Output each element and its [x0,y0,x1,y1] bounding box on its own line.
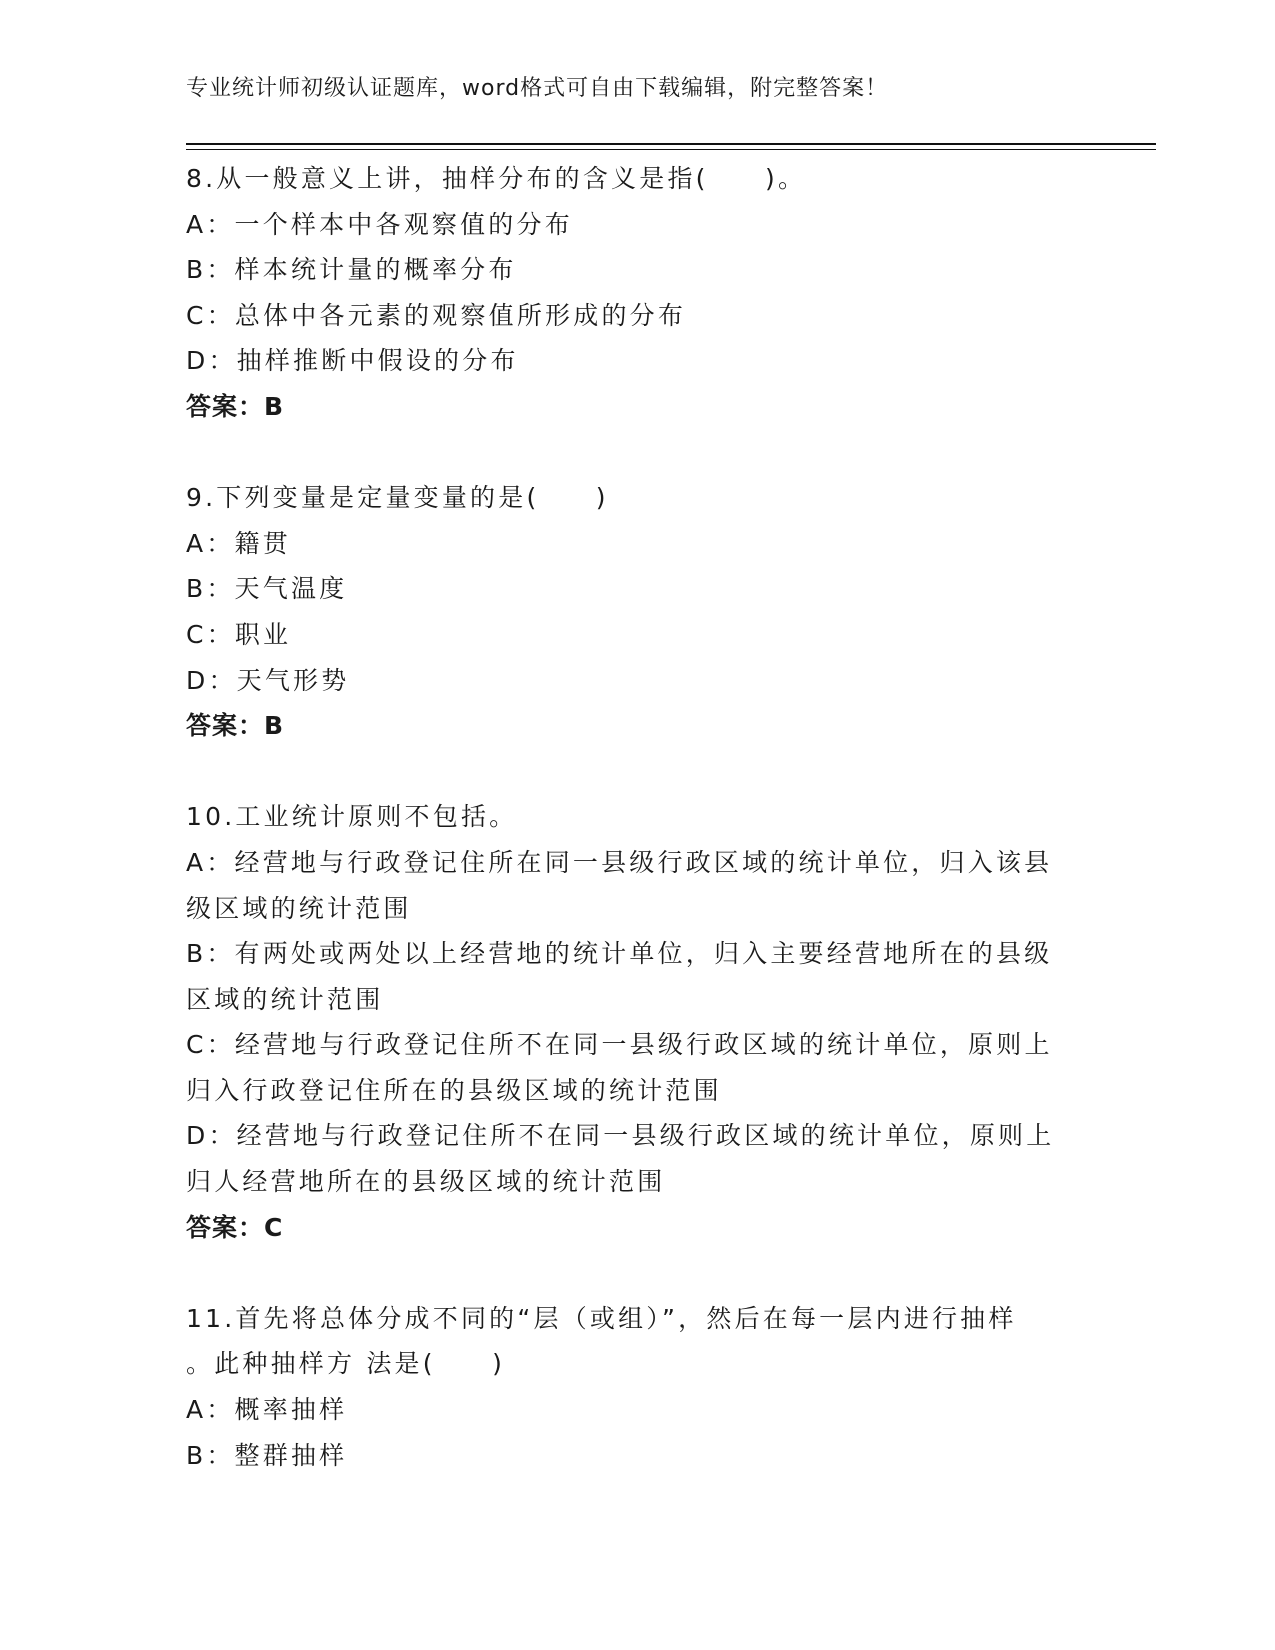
option-a: A：概率抽样 [186,1395,348,1425]
question-gap [186,430,1086,476]
option-c: C：职业 [186,619,292,649]
option-a: A：籍贯 [186,528,291,558]
question-stem: 10.工业统计原则不包括。 [186,802,518,832]
header-rule [186,143,1156,145]
option-a-continued: 级区域的统计范围 [186,893,412,923]
option-c-continued: 归入行政登记住所在的县级区域的统计范围 [186,1075,722,1105]
option-c: C：经营地与行政登记住所不在同一县级行政区域的统计单位，原则上 [186,1030,1053,1060]
option-b-continued: 区域的统计范围 [186,984,384,1014]
answer: 答案：B [186,391,285,421]
question-stem: 9.下列变量是定量变量的是( ) [186,483,609,513]
option-d: D：抽样推断中假设的分布 [186,346,519,376]
question-9 [186,475,1086,749]
option-b: B：天气温度 [186,574,348,604]
question-gap [186,1250,1086,1296]
option-a: A：一个样本中各观察值的分布 [186,209,573,239]
answer: 答案：B [186,711,285,741]
option-d-continued: 归人经营地所在的县级区域的统计范围 [186,1167,666,1197]
option-d: D：经营地与行政登记住所不在同一县级行政区域的统计单位，原则上 [186,1121,1055,1151]
answer: 答案：C [186,1212,284,1242]
option-d: D：天气形势 [186,665,350,695]
question-stem-continued: 。此种抽样方 法是( ) [186,1349,506,1379]
question-10 [186,794,1086,1250]
option-a: A：经营地与行政登记住所在同一县级行政区域的统计单位，归入该县 [186,847,1053,877]
question-11 [186,1296,1086,1478]
option-c: C：总体中各元素的观察值所形成的分布 [186,300,687,330]
page-header: 专业统计师初级认证题库，word格式可自由下载编辑，附完整答案！ [186,76,889,101]
option-b: B：整群抽样 [186,1440,348,1470]
question-list [186,156,1086,1478]
question-8 [186,156,1086,430]
option-b: B：有两处或两处以上经营地的统计单位，归入主要经营地所在的县级 [186,939,1053,969]
question-stem: 11.首先将总体分成不同的“层（或组）”，然后在每一层内进行抽样 [186,1303,1017,1333]
question-gap [186,749,1086,795]
header-rule-thin [186,149,1156,150]
question-stem: 8.从一般意义上讲，抽样分布的含义是指( )。 [186,164,807,193]
option-b: B：样本统计量的概率分布 [186,255,517,285]
